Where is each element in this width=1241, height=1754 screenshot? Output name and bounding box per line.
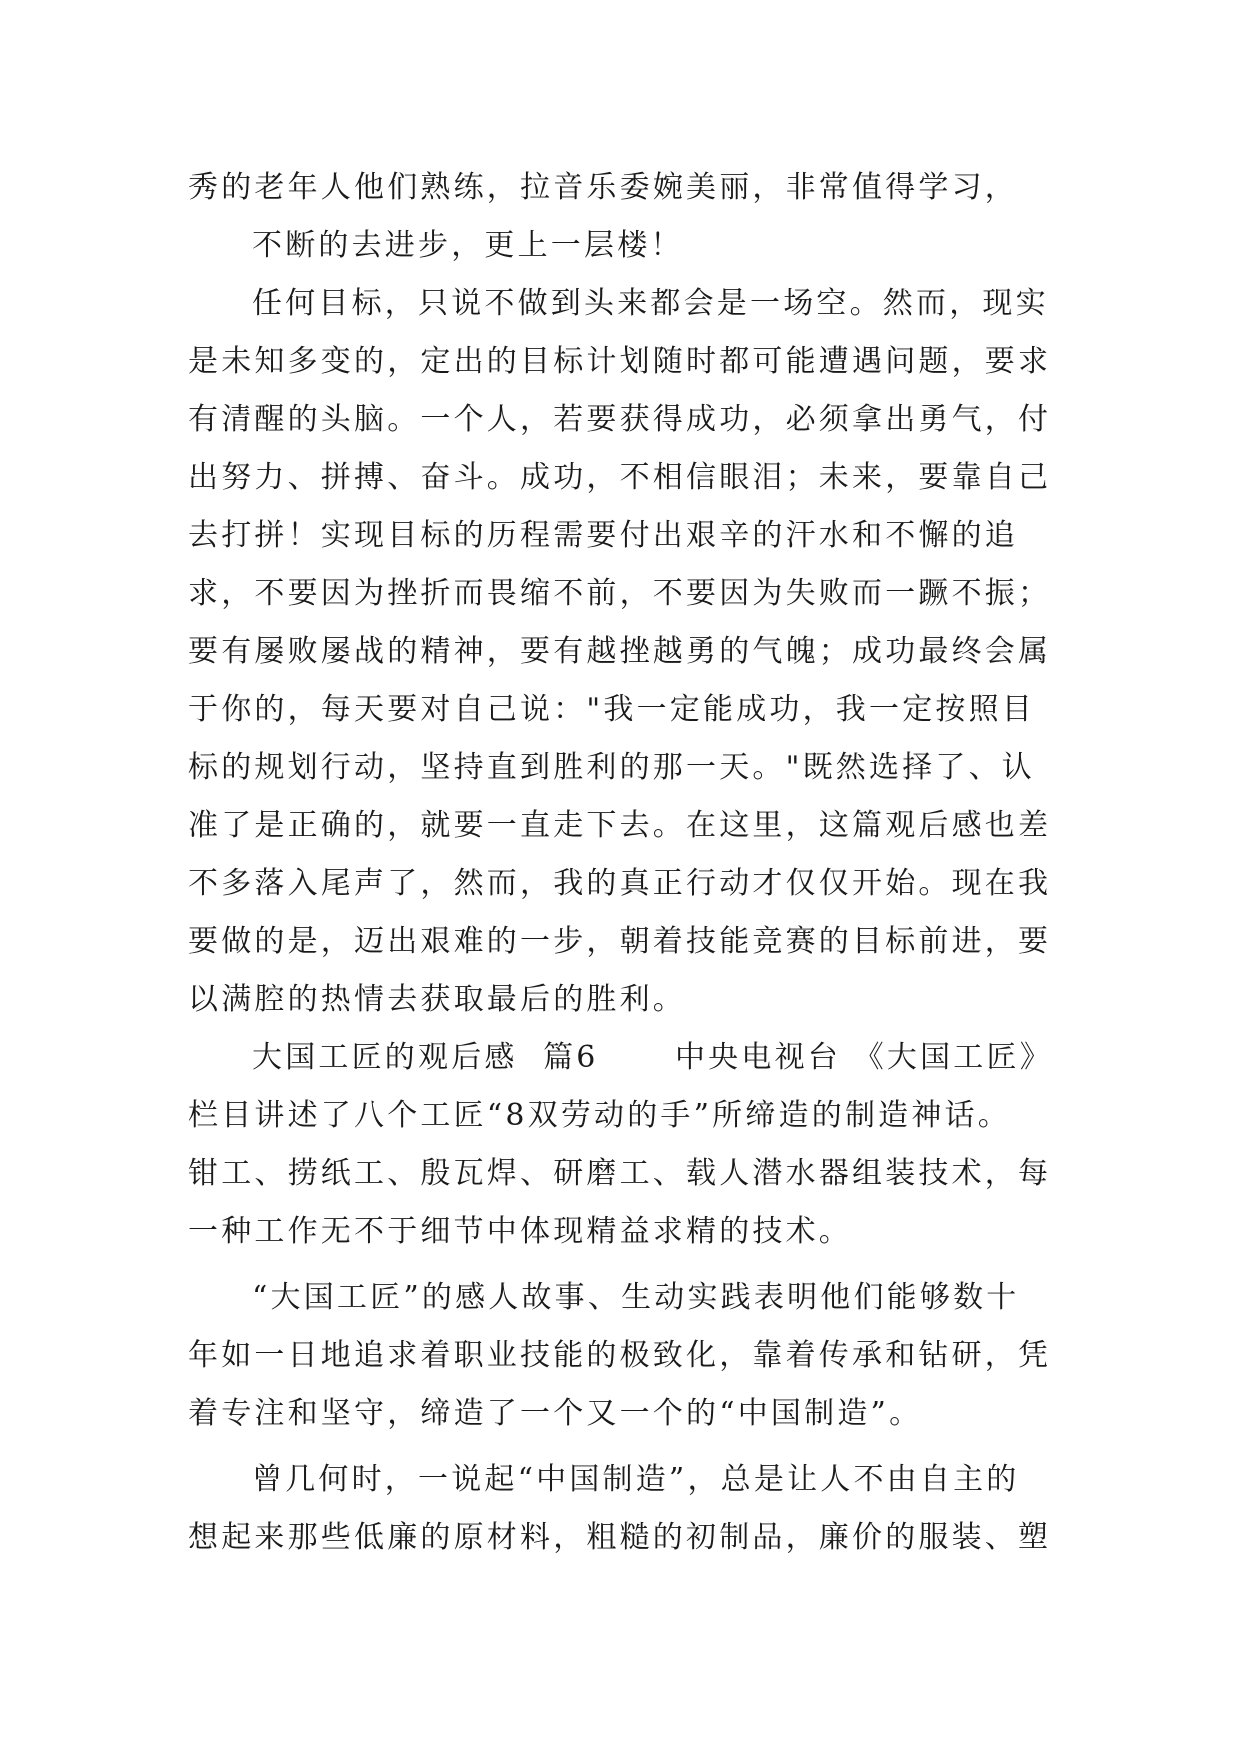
text-line: 准了是正确的，就要一直走下去。在这里，这篇观后感也差: [188, 808, 1052, 843]
text-line: 年如一日地追求着职业技能的极致化，靠着传承和钻研，凭: [188, 1338, 1052, 1373]
text-line: 曾几何时，一说起“中国制造”，总是让人不由自主的: [252, 1462, 1020, 1497]
text-line: 秀的老年人他们熟练，拉音乐委婉美丽，非常值得学习，: [188, 170, 1018, 205]
text-line: 栏目讲述了八个工匠“8双劳动的手”所缔造的制造神话。: [188, 1098, 1011, 1133]
text-line: 要有屡败屡战的精神，要有越挫越勇的气魄；成功最终会属: [188, 634, 1052, 669]
text-line: 不断的去进步，更上一层楼！: [252, 228, 684, 263]
text-line: 想起来那些低廉的原材料，粗糙的初制品，廉价的服装、塑: [188, 1520, 1052, 1555]
text-line: 着专注和坚守，缔造了一个又一个的“中国制造”。: [188, 1396, 923, 1431]
text-line: 是未知多变的，定出的目标计划随时都可能遭遇问题，要求: [188, 344, 1052, 379]
text-line: 不多落入尾声了，然而，我的真正行动才仅仅开始。现在我: [188, 866, 1052, 901]
text-line: 钳工、捞纸工、殷瓦焊、研磨工、载人潜水器组装技术，每: [188, 1156, 1052, 1191]
text-line: “大国工匠”的感人故事、生动实践表明他们能够数十: [252, 1280, 1020, 1315]
text-line: 要做的是，迈出艰难的一步，朝着技能竞赛的目标前进，要: [188, 924, 1052, 959]
section-heading-line: 大国工匠的观后感 篇6 中央电视台 《大国工匠》: [252, 1040, 1053, 1075]
text-line: 于你的，每天要对自己说："我一定能成功，我一定按照目: [188, 692, 1035, 727]
text-line: 标的规划行动，坚持直到胜利的那一天。"既然选择了、认: [188, 750, 1035, 785]
text-line: 以满腔的热情去获取最后的胜利。: [188, 982, 686, 1017]
text-line: 任何目标，只说不做到头来都会是一场空。然而，现实: [252, 286, 1049, 321]
text-line: 出努力、拼搏、奋斗。成功，不相信眼泪；未来，要靠自己: [188, 460, 1052, 495]
text-line: 求，不要因为挫折而畏缩不前，不要因为失败而一蹶不振；: [188, 576, 1052, 611]
text-line: 去打拼！实现目标的历程需要付出艰辛的汗水和不懈的追: [188, 518, 1018, 553]
text-line: 有清醒的头脑。一个人，若要获得成功，必须拿出勇气，付: [188, 402, 1052, 437]
text-line: 一种工作无不于细节中体现精益求精的技术。: [188, 1214, 852, 1249]
